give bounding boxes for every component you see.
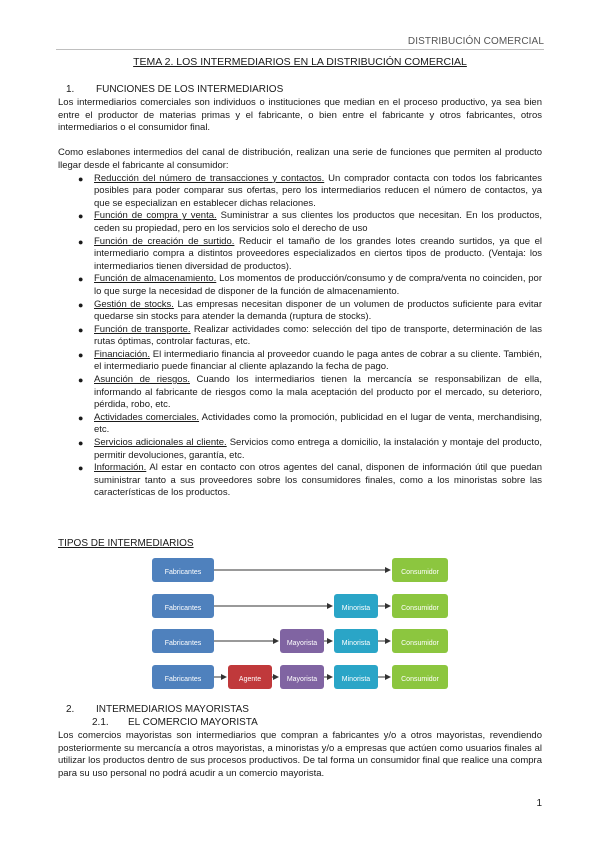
function-term: Reducción del número de transacciones y contactos. [94,172,325,184]
box-mayorista-label: Mayorista [286,640,318,647]
box-consumidor-label: Consumidor [401,569,439,576]
function-term: Actividades comerciales. [94,411,200,423]
function-text: Suministrar a sus clientes los productos que necesitan. En los productos, ceden su propiedad, pero en los servicios solo el derecho de uso [94,210,542,234]
intro-paragraph: Los intermediarios comerciales son individuos o instituciones que median en el proceso productivo, ya sea bien entre el productor de materias primas y el fabricante, o bien entre el fabricante y otros fabricantes, otros intermediarios o el consumidor final. [58,97,542,134]
list-item [58,462,542,500]
box-consumidor-label: Consumidor [401,640,439,647]
bullet-icon: ● [78,274,84,285]
bullet-icon: ● [78,211,84,222]
bullet-icon: ● [78,463,84,474]
function-text: Los momentos de producción/consumo y de compra/venta no coinciden, por lo que surge la necesidad de disponer de la función de almacenamiento. [94,273,542,297]
function-text: Las empresas necesitan disponer de un volumen de productos suficiente para evitar quedarse sin stocks para atender la demanda (ruptura de stocks). [94,298,542,323]
list-item [58,173,542,211]
bullet-icon: ● [78,236,84,247]
box-fabricantes-label: Fabricantes [164,605,202,612]
section-1-title: FUNCIONES DE LOS INTERMEDIARIOS [96,84,284,95]
function-term: Servicios adicionales al cliente. [94,437,227,449]
list-item [58,324,542,349]
functions-intro-paragraph: Como eslabones intermedios del canal de distribución, realizan una serie de funciones que permiten al producto llegar desde el fabricante al consumidor: [58,147,542,171]
function-term: Gestión de stocks. [94,298,174,310]
channel-row-short [152,594,448,618]
bullet-icon: ● [78,375,84,386]
function-term: Asunción de riesgos. [94,374,190,386]
box-fabricantes-label: Fabricantes [164,640,202,647]
function-text: Un comprador contacta con todos los fabricantes posibles para poder comparar sus ofertas, pero los intermediarios reducen el número de contactos, ya que se especializan en establecer dichas relaciones. [94,172,542,209]
list-item [58,273,542,298]
list-item [58,210,542,235]
intermediaries-diagram [150,552,450,694]
box-mayorista-label: Mayorista [286,676,318,683]
tipos-heading: TIPOS DE INTERMEDIARIOS [58,538,194,549]
section-1-heading [58,84,283,95]
box-minorista-label: Minorista [341,605,371,612]
subsection-2-1-title: EL COMERCIO MAYORISTA [128,717,258,728]
section-2-heading [58,704,249,715]
box-minorista-label: Minorista [341,676,371,683]
page-title: TEMA 2. LOS INTERMEDIARIOS EN LA DISTRIBUCIÓN COMERCIAL [133,56,467,68]
bullet-icon: ● [78,412,84,423]
header-rule [56,49,544,50]
box-agente-label: Agente [238,676,262,683]
running-header: DISTRIBUCIÓN COMERCIAL [407,36,544,47]
function-text: Actividades como la promoción, publicidad en el lugar de venta, merchandising, etc. [94,411,542,436]
channel-row-agent [152,665,448,689]
function-text: Al estar en contacto con otros agentes del canal, disponen de información útil que puedan suministrar tanto a sus proveedores sobre los consumidores finales, como a los minoristas sobre las características de los productos. [94,462,542,499]
list-item [58,437,542,462]
function-term: Función de compra y venta. [94,210,217,222]
function-text: Cuando los intermediarios tienen la mercancía se responsabilizan de ella, informando al fabricante de riesgos como la mala aceptación del producto por el mercado, su deterioro, pérdida, robo, etc. [94,374,542,411]
list-item [58,412,542,437]
function-term: Función de creación de surtido. [94,235,235,247]
box-consumidor-label: Consumidor [401,676,439,683]
function-term: Información. [94,462,147,474]
function-text: El intermediario financia al proveedor cuando le paga antes de cobrar a su cliente. También, el intermediario puede financiar al cliente aplazando la fecha de pago. [94,348,542,373]
section-1-number: 1. [66,84,75,95]
list-item [58,299,542,324]
list-item [58,236,542,274]
box-fabricantes-label: Fabricantes [164,676,202,683]
channel-row-long [152,629,448,653]
function-text: Realizar actividades como: selección del tipo de transporte, determinación de las rutas óptimas, controlar facturas, etc. [94,323,542,348]
function-term: Función de transporte. [94,323,191,335]
bullet-icon: ● [78,438,84,449]
functions-list [58,173,542,500]
subsection-2-1-heading [92,717,258,728]
bullet-icon: ● [78,173,84,184]
box-fabricantes-label: Fabricantes [164,569,202,576]
section-2-title: INTERMEDIARIOS MAYORISTAS [96,704,249,715]
function-text: Reducir el tamaño de los grandes lotes creando surtidos, ya que el intermediario compra a distintos proveedores especializados en ciertos tipos de producto. (Ventaja: los intermediarios tienen diversidad de productos). [94,235,542,272]
page-number: 1 [536,798,542,809]
box-consumidor-label: Consumidor [401,605,439,612]
section-2-body [58,730,542,780]
subsection-2-1-number: 2.1. [92,717,109,728]
function-term: Función de almacenamiento. [94,273,217,285]
box-minorista-label: Minorista [341,640,371,647]
function-term: Financiación. [94,348,150,360]
list-item [58,349,542,374]
function-text: Servicios como entrega a domicilio, la instalación y montaje del producto, permitir devoluciones, garantía, etc. [94,437,542,461]
wholesale-paragraph: Los comercios mayoristas son intermediarios que compran a fabricantes y/o a otros mayoristas, revendiendo posteriormente su mercancía a otros mayoristas, a minoristas y/o a empresas que actúen como usuarios finales al utilizar los productos dentro de sus procesos productivos. De tal forma un consumidor final que realice una compra para su uso personal no podrá acudir a un comercio mayorista. [58,730,542,779]
bullet-icon: ● [78,324,84,335]
section-1-body [58,97,542,500]
channel-row-direct [152,558,448,582]
bullet-icon: ● [78,349,84,360]
list-item [58,374,542,412]
section-2-number: 2. [66,704,75,715]
bullet-icon: ● [78,299,84,310]
